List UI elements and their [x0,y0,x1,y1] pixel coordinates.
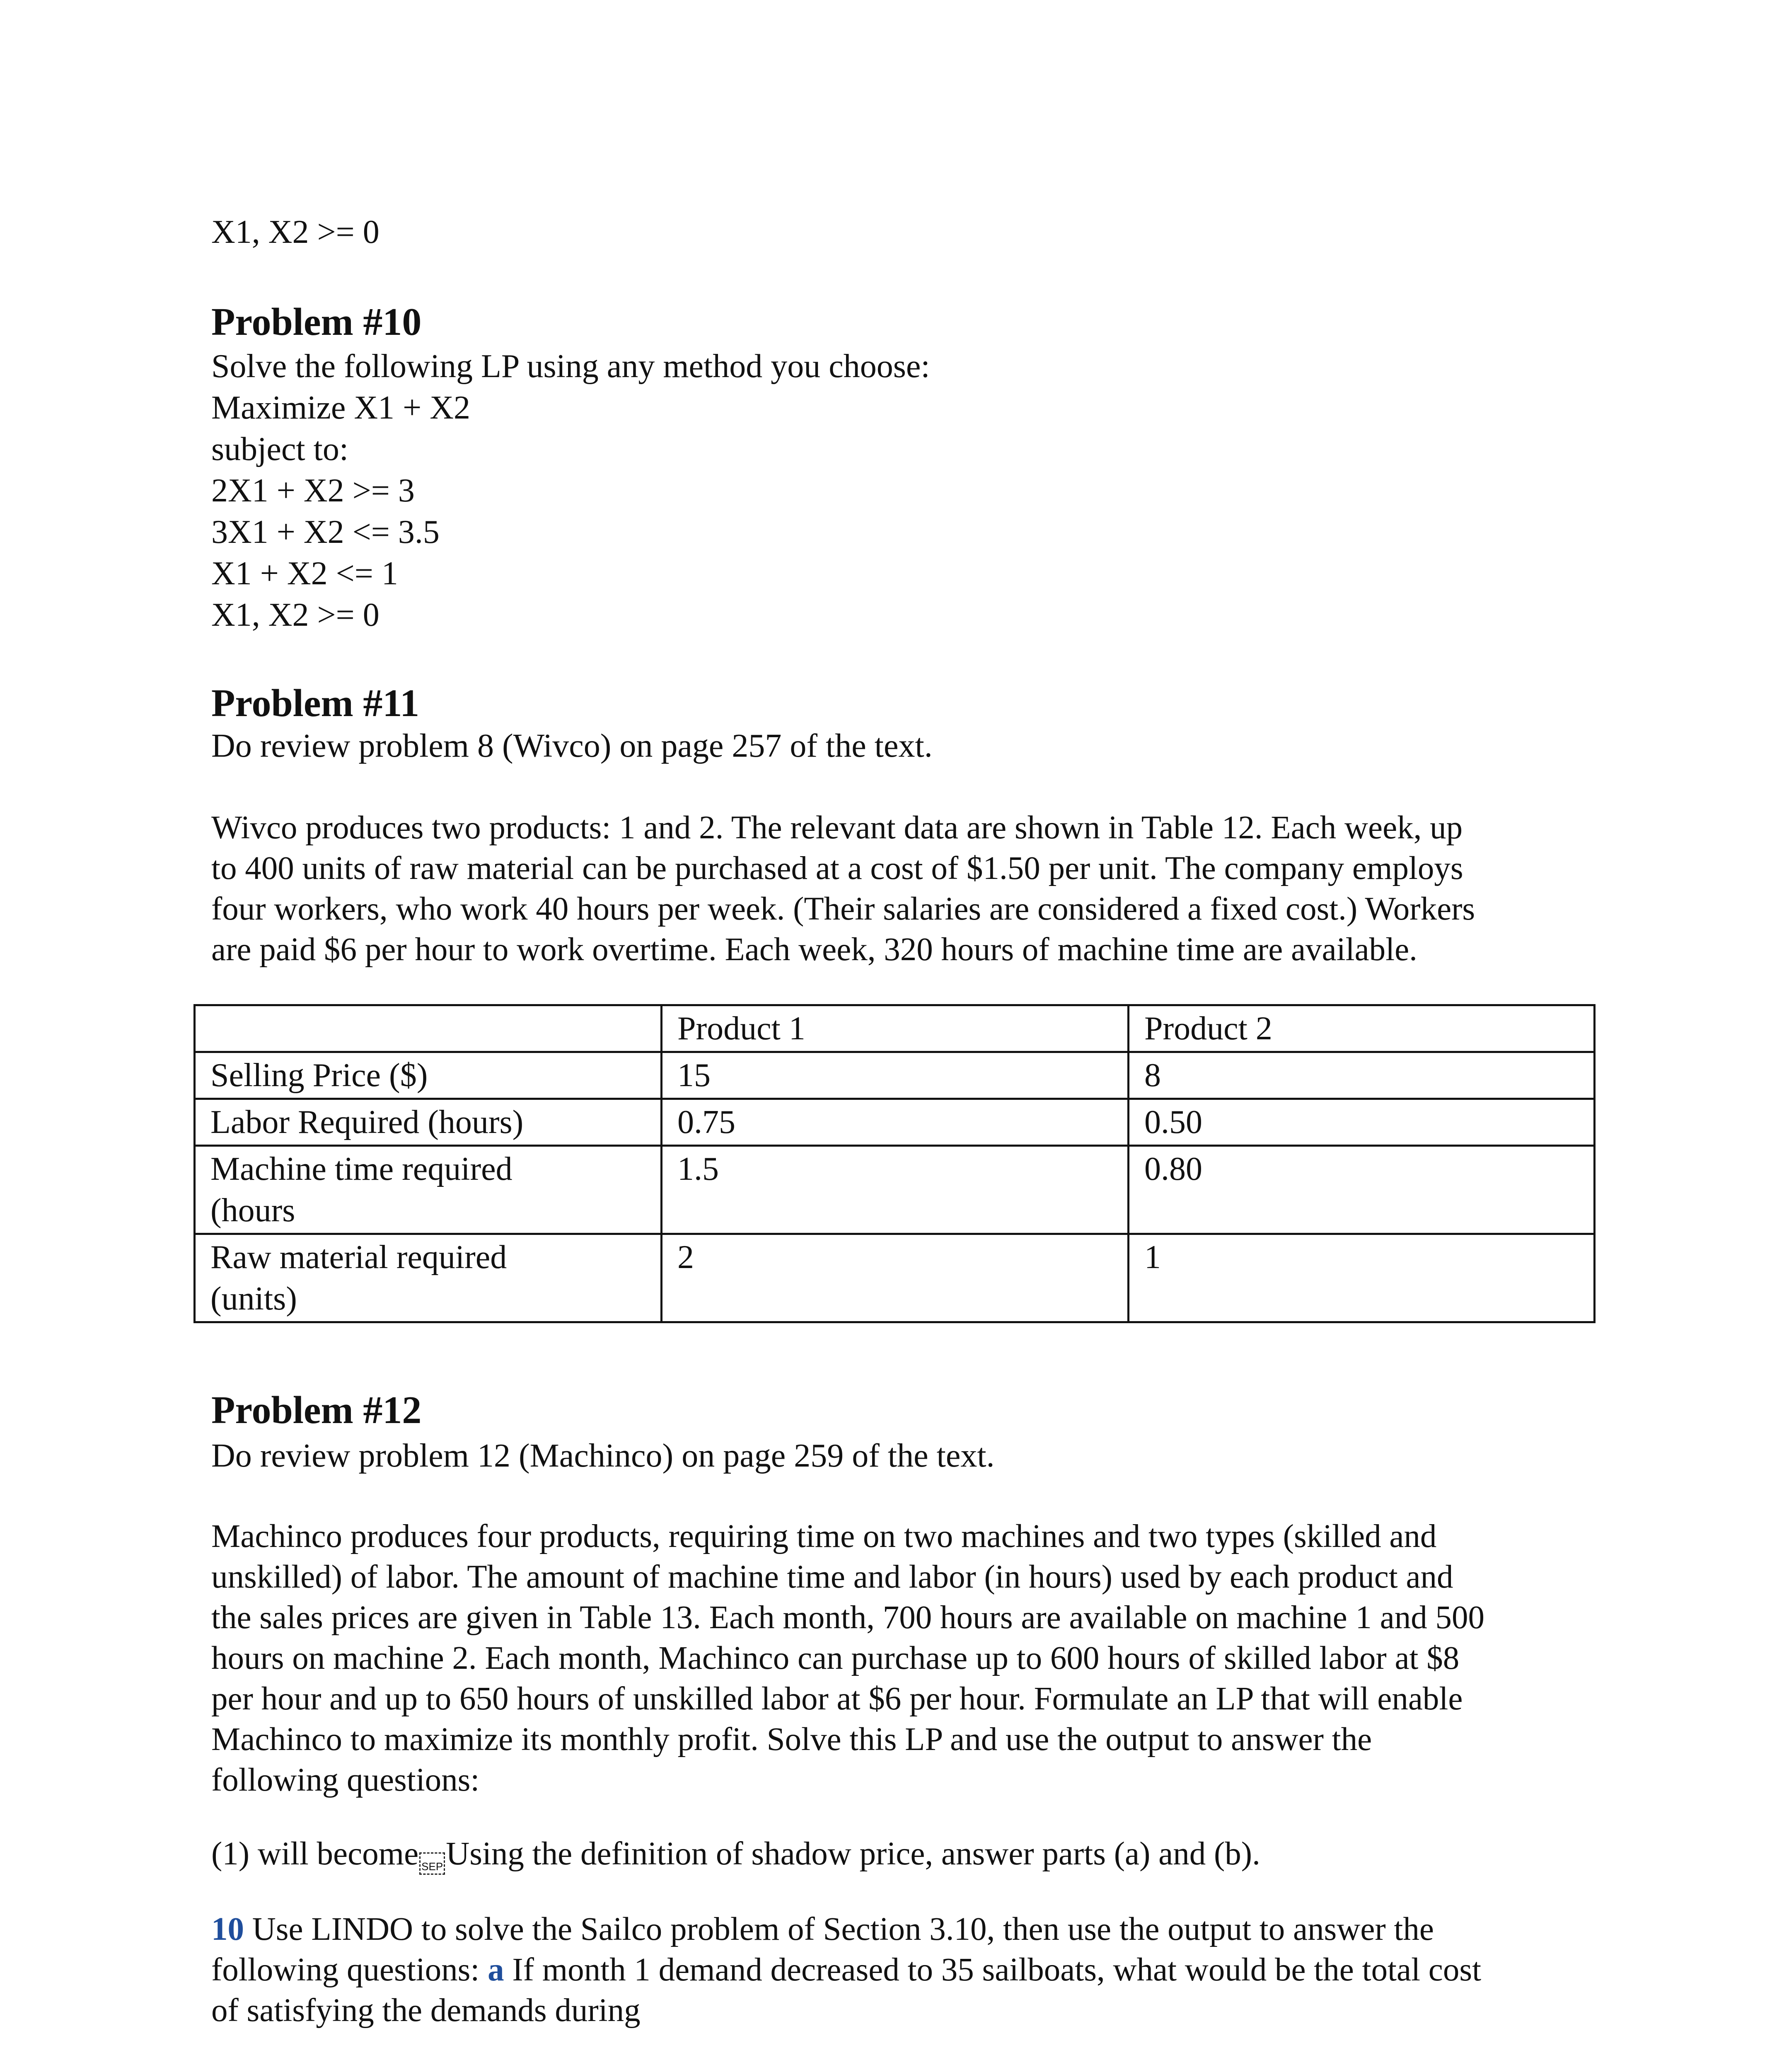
paragraph-line: Wivco produces two products: 1 and 2. The relevant data are shown in Table 12. Each week, up [211,810,1463,846]
problem-10-heading: Problem #10 [211,300,422,344]
question-text: following questions: [211,1952,488,1988]
problem-11-paragraph [211,808,1475,970]
table-cell: Labor Required (hours) [195,1099,662,1146]
paragraph-line: the sales prices are given in Table 13. Each month, 700 hours are available on machine 1 and 500 [211,1600,1485,1636]
table-cell: 1 [1129,1234,1595,1322]
paragraph-line: hours on machine 2. Each month, Machinco can purchase up to 600 hours of skilled labor at $8 [211,1640,1460,1676]
table-cell: 0.80 [1129,1146,1595,1234]
problem-11-heading: Problem #11 [211,682,420,725]
question-text: If month 1 demand decreased to 35 sailboats, what would be the total cost [504,1952,1482,1988]
problem-10-body [211,346,930,636]
shadow-price-line [211,1834,1260,1875]
problem-10-line: Solve the following LP using any method you choose: [211,348,930,385]
paragraph-line: per hour and up to 650 hours of unskilled labor at $6 per hour. Formulate an LP that will enable [211,1681,1463,1717]
paragraph-line: unskilled) of labor. The amount of machine time and labor (in hours) used by each product and [211,1559,1453,1595]
paragraph-line: four workers, who work 40 hours per week. (Their salaries are considered a fixed cost.) Workers [211,891,1475,927]
paragraph-line: Machinco produces four products, requiring time on two machines and two types (skilled and [211,1518,1437,1554]
shadow-line-start: (1) will become [211,1836,419,1872]
wivco-data-table [193,1004,1596,1323]
table-cell: 15 [662,1052,1129,1099]
problem-12-heading: Problem #12 [211,1389,422,1432]
sep-glyph-icon: SEP [419,1852,445,1875]
table-cell: 0.50 [1129,1099,1595,1146]
table-row [195,1099,1595,1146]
question-10-line [211,1950,1481,1990]
question-text: Use LINDO to solve the Sailco problem of Section 3.10, then use the output to answer the [244,1911,1434,1947]
table-cell: 8 [1129,1052,1595,1099]
table-cell: 2 [662,1234,1129,1322]
table-cell: 0.75 [662,1099,1129,1146]
problem-11-intro: Do review problem 8 (Wivco) on page 257 of the text. [211,728,933,764]
question-10-line: of satisfying the demands during [211,1992,641,2028]
table-cell: Raw material required (units) [195,1234,662,1322]
problem-10-line: X1, X2 >= 0 [211,597,380,633]
table-header-row [195,1005,1595,1052]
problem-10-line: X1 + X2 <= 1 [211,555,398,592]
problem-12-paragraph [211,1516,1484,1801]
question-part-label: a [488,1952,504,1988]
problem-10-line: 3X1 + X2 <= 3.5 [211,514,440,550]
problem-10-line: Maximize X1 + X2 [211,390,470,426]
table-cell: 1.5 [662,1146,1129,1234]
problem-10-line: 2X1 + X2 >= 3 [211,472,415,509]
paragraph-line: following questions: [211,1762,480,1798]
question-10-line [211,1909,1481,1950]
question-10 [211,1909,1481,2031]
table-cell: Machine time required (hours [195,1146,662,1234]
paragraph-line: Machinco to maximize its monthly profit. Solve this LP and use the output to answer the [211,1721,1372,1757]
table-row [195,1234,1595,1322]
paragraph-line: are paid $6 per hour to work overtime. Each week, 320 hours of machine time are available. [211,932,1417,968]
table-row [195,1052,1595,1099]
table-cell: Selling Price ($) [195,1052,662,1099]
question-number: 10 [211,1911,244,1947]
problem-12-intro: Do review problem 12 (Machinco) on page 259 of the text. [211,1438,995,1474]
problem-10-line: subject to: [211,431,349,467]
paragraph-line: to 400 units of raw material can be purchased at a cost of $1.50 per unit. The company employs [211,850,1463,886]
shadow-line-end: Using the definition of shadow price, answer parts (a) and (b). [446,1836,1260,1872]
table-header-cell: Product 1 [662,1005,1129,1052]
table-row [195,1146,1595,1234]
table-header-cell: Product 2 [1129,1005,1595,1052]
table-header-cell [195,1005,662,1052]
nonnegativity-constraint: X1, X2 >= 0 [211,214,380,250]
